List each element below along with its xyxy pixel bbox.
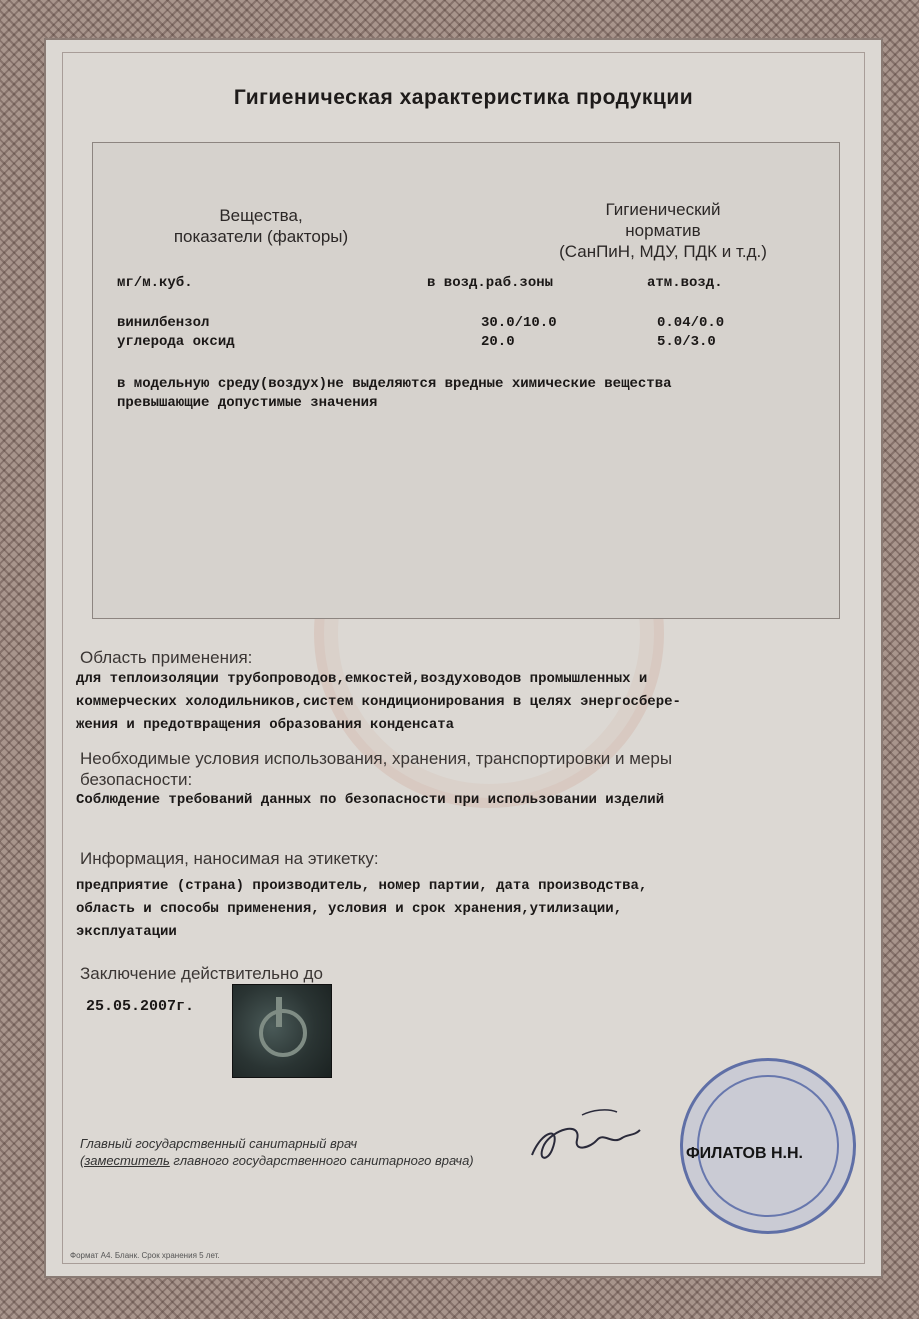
conditions-text: Соблюдение требований данных по безопасности при использовании изделий (76, 792, 665, 808)
row-substance: углерода оксид (117, 334, 235, 350)
page-title: Гигиеническая характеристика продукции (233, 86, 694, 109)
row-work-zone: 30.0/10.0 (481, 315, 557, 331)
row-substance: винилбензол (117, 315, 210, 331)
col-work-zone: в возд.раб.зоны (427, 275, 554, 291)
signatory-line1: Главный государственный санитарный врач (80, 1136, 358, 1151)
table-note-line2: превышающие допустимые значения (117, 395, 378, 411)
label-info-line3: эксплуатации (76, 924, 177, 940)
header-substances-line2: показатели (факторы) (173, 227, 349, 246)
header-norm-line2: норматив (625, 221, 701, 240)
row-atm: 5.0/3.0 (657, 334, 716, 350)
conditions-label-line1: Необходимые условия использования, хранения, транспортировки и меры (80, 749, 673, 768)
scope-line1: для теплоизоляции трубопроводов,емкостей,воздуховодов промышленных и (76, 671, 648, 687)
hologram-bar (276, 997, 282, 1027)
hologram-icon (232, 984, 332, 1078)
label-info-label: Информация, наносимая на этикетку: (80, 849, 379, 868)
validity-date: 25.05.2007г. (86, 998, 195, 1015)
validity-label: Заключение действительно до (80, 964, 323, 983)
scope-label: Область применения: (80, 648, 253, 667)
signatory-deputy: (заместитель (80, 1153, 170, 1168)
header-substances-line1: Вещества, (219, 206, 303, 225)
label-info-line2: область и способы применения, условия и срок хранения,утилизации, (76, 901, 623, 917)
seal-name: ФИЛАТОВ Н.Н. (686, 1145, 803, 1162)
signatory-title (80, 1135, 474, 1169)
signatory-line2 (80, 1152, 474, 1169)
col-atm: атм.возд. (647, 275, 723, 291)
header-norm-line3: (СанПиН, МДУ, ПДК и т.д.) (559, 242, 767, 261)
header-substances (141, 205, 381, 247)
row-work-zone: 20.0 (481, 334, 515, 350)
certificate-sheet (44, 38, 883, 1278)
units-label: мг/м.куб. (117, 275, 193, 291)
header-norm-line1: Гигиенический (605, 200, 721, 219)
label-info-line1: предприятие (страна) производитель, номер партии, дата производства, (76, 878, 648, 894)
footer-note: Формат А4. Бланк. Срок хранения 5 лет. (70, 1251, 220, 1260)
scope-line2: коммерческих холодильников,систем кондиционирования в целях энергосбере- (76, 694, 681, 710)
signature-icon (522, 1100, 642, 1170)
conditions-label-line2: безопасности: (80, 770, 193, 789)
hologram-ring (259, 1009, 307, 1057)
hygiene-table (92, 142, 840, 619)
scope-line3: жения и предотвращения образования конденсата (76, 717, 455, 733)
table-note-line1: в модельную среду(воздух)не выделяются вредные химические вещества (117, 376, 672, 392)
row-atm: 0.04/0.0 (657, 315, 725, 331)
header-norm (513, 199, 813, 262)
signatory-line2-rest: главного государственного санитарного врача) (169, 1153, 474, 1168)
